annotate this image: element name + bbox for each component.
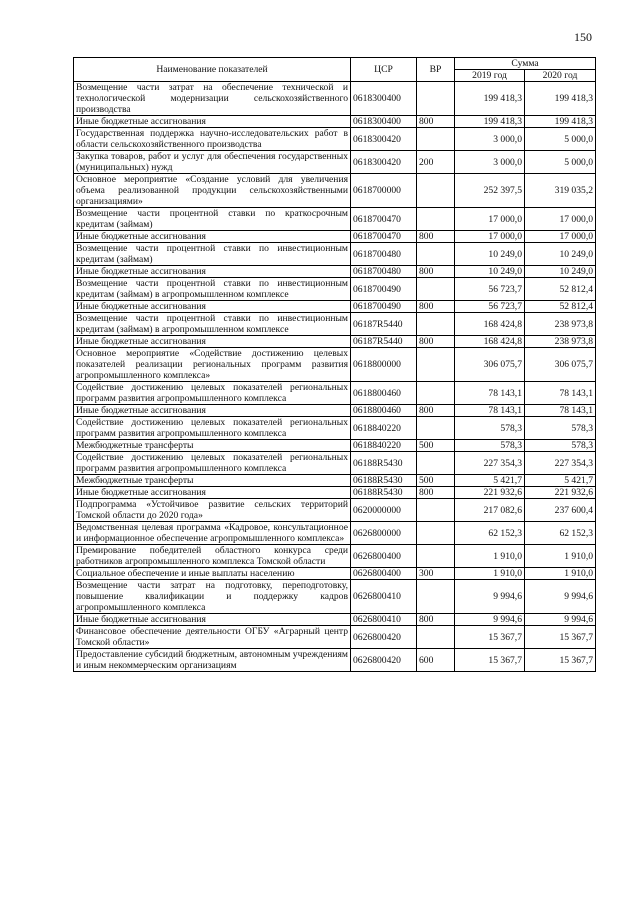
row-name-cell: Предоставление субсидий бюджетным, автономным учреждениям и иным некоммерческим организациям — [74, 649, 351, 672]
table-row — [74, 626, 596, 649]
row-csr-cell: 06188R5430 — [351, 452, 417, 475]
table-row — [74, 522, 596, 545]
row-name-cell: Премирование победителей областного конкурса среди работников агропромышленного комплекса Томской области — [74, 545, 351, 568]
row-csr-cell: 0626800420 — [351, 649, 417, 672]
table-row — [74, 545, 596, 568]
table-row — [74, 266, 596, 278]
row-csr-cell: 0618800460 — [351, 405, 417, 417]
table-row — [74, 116, 596, 128]
row-vr-cell — [417, 313, 455, 336]
row-csr-cell: 0618700000 — [351, 174, 417, 208]
row-name-cell: Иные бюджетные ассигнования — [74, 231, 351, 243]
row-sum-2019-cell: 306 075,7 — [455, 348, 525, 382]
table-row — [74, 487, 596, 499]
row-vr-cell: 600 — [417, 649, 455, 672]
row-vr-cell — [417, 545, 455, 568]
row-name-cell: Социальное обеспечение и иные выплаты населению — [74, 568, 351, 580]
row-csr-cell: 0618300420 — [351, 128, 417, 151]
row-vr-cell: 300 — [417, 568, 455, 580]
row-name-cell: Финансовое обеспечение деятельности ОГБУ «Аграрный центр Томской области» — [74, 626, 351, 649]
table-row — [74, 649, 596, 672]
row-csr-cell: 0626800400 — [351, 545, 417, 568]
row-sum-2020-cell: 199 418,3 — [525, 82, 596, 116]
page-number: 150 — [574, 30, 592, 44]
table-row — [74, 475, 596, 487]
row-vr-cell: 800 — [417, 231, 455, 243]
table-row — [74, 382, 596, 405]
row-sum-2019-cell: 3 000,0 — [455, 128, 525, 151]
row-vr-cell — [417, 278, 455, 301]
row-vr-cell: 800 — [417, 487, 455, 499]
row-vr-cell — [417, 452, 455, 475]
table-row — [74, 151, 596, 174]
table-row — [74, 348, 596, 382]
row-name-cell: Межбюджетные трансферты — [74, 475, 351, 487]
row-name-cell: Иные бюджетные ассигнования — [74, 116, 351, 128]
row-sum-2020-cell: 9 994,6 — [525, 614, 596, 626]
row-name-cell: Основное мероприятие «Содействие достижению целевых показателей реализации региональных программ развития агропромышленного комплекса» — [74, 348, 351, 382]
row-name-cell: Содействие достижению целевых показателей региональных программ развития агропромышленного комплекса — [74, 452, 351, 475]
row-sum-2019-cell: 10 249,0 — [455, 266, 525, 278]
row-csr-cell: 0626800410 — [351, 580, 417, 614]
row-name-cell: Содействие достижению целевых показателей региональных программ развития агропромышленного комплекса — [74, 417, 351, 440]
row-sum-2020-cell: 5 421,7 — [525, 475, 596, 487]
row-sum-2019-cell: 578,3 — [455, 417, 525, 440]
row-vr-cell — [417, 208, 455, 231]
row-csr-cell: 0618700490 — [351, 278, 417, 301]
row-name-cell: Возмещение части процентной ставки по инвестиционным кредитам (займам) в агропромышленном комплексе — [74, 313, 351, 336]
row-sum-2019-cell: 56 723,7 — [455, 301, 525, 313]
row-sum-2019-cell: 227 354,3 — [455, 452, 525, 475]
row-vr-cell: 500 — [417, 475, 455, 487]
row-csr-cell: 0618800460 — [351, 382, 417, 405]
row-csr-cell: 06188R5430 — [351, 487, 417, 499]
row-sum-2020-cell: 199 418,3 — [525, 116, 596, 128]
table-body — [74, 82, 596, 672]
row-vr-cell: 800 — [417, 614, 455, 626]
row-name-cell: Межбюджетные трансферты — [74, 440, 351, 452]
row-sum-2019-cell: 221 932,6 — [455, 487, 525, 499]
row-csr-cell: 0626800420 — [351, 626, 417, 649]
row-csr-cell: 06187R5440 — [351, 313, 417, 336]
table-row — [74, 278, 596, 301]
row-csr-cell: 0618700470 — [351, 208, 417, 231]
row-sum-2020-cell: 78 143,1 — [525, 382, 596, 405]
row-sum-2020-cell: 52 812,4 — [525, 278, 596, 301]
row-vr-cell: 800 — [417, 116, 455, 128]
row-sum-2020-cell: 221 932,6 — [525, 487, 596, 499]
row-name-cell: Иные бюджетные ассигнования — [74, 405, 351, 417]
table-row — [74, 417, 596, 440]
table-row — [74, 208, 596, 231]
row-name-cell: Возмещение части процентной ставки по краткосрочным кредитам (займам) — [74, 208, 351, 231]
row-vr-cell — [417, 417, 455, 440]
table-header — [74, 58, 596, 82]
row-sum-2019-cell: 168 424,8 — [455, 313, 525, 336]
row-name-cell: Возмещение части процентной ставки по инвестиционным кредитам (займам) — [74, 243, 351, 266]
row-sum-2020-cell: 238 973,8 — [525, 336, 596, 348]
row-sum-2019-cell: 56 723,7 — [455, 278, 525, 301]
row-sum-2020-cell: 5 000,0 — [525, 151, 596, 174]
table-row — [74, 82, 596, 116]
row-name-cell: Возмещение части процентной ставки по инвестиционным кредитам (займам) в агропромышленном комплексе — [74, 278, 351, 301]
row-sum-2020-cell: 237 600,4 — [525, 499, 596, 522]
table-row — [74, 301, 596, 313]
row-sum-2019-cell: 17 000,0 — [455, 231, 525, 243]
row-vr-cell — [417, 82, 455, 116]
row-vr-cell: 500 — [417, 440, 455, 452]
header-sum: Сумма — [455, 58, 596, 70]
row-vr-cell: 800 — [417, 405, 455, 417]
row-sum-2020-cell: 62 152,3 — [525, 522, 596, 545]
row-vr-cell — [417, 382, 455, 405]
row-sum-2019-cell: 252 397,5 — [455, 174, 525, 208]
row-name-cell: Содействие достижению целевых показателей региональных программ развития агропромышленного комплекса — [74, 382, 351, 405]
header-csr: ЦСР — [351, 58, 417, 82]
row-vr-cell — [417, 522, 455, 545]
row-sum-2019-cell: 9 994,6 — [455, 580, 525, 614]
row-sum-2019-cell: 1 910,0 — [455, 545, 525, 568]
row-vr-cell: 800 — [417, 266, 455, 278]
row-vr-cell — [417, 243, 455, 266]
header-vr: ВР — [417, 58, 455, 82]
row-csr-cell: 06187R5440 — [351, 336, 417, 348]
row-csr-cell: 0620000000 — [351, 499, 417, 522]
table-row — [74, 499, 596, 522]
row-sum-2020-cell: 227 354,3 — [525, 452, 596, 475]
table-row — [74, 231, 596, 243]
row-csr-cell: 0618700470 — [351, 231, 417, 243]
table-row — [74, 174, 596, 208]
row-sum-2019-cell: 78 143,1 — [455, 405, 525, 417]
row-vr-cell: 800 — [417, 336, 455, 348]
row-sum-2019-cell: 9 994,6 — [455, 614, 525, 626]
row-vr-cell — [417, 499, 455, 522]
row-sum-2020-cell: 15 367,7 — [525, 649, 596, 672]
row-name-cell: Иные бюджетные ассигнования — [74, 487, 351, 499]
row-sum-2020-cell: 5 000,0 — [525, 128, 596, 151]
row-vr-cell — [417, 348, 455, 382]
row-sum-2019-cell: 5 421,7 — [455, 475, 525, 487]
row-sum-2020-cell: 9 994,6 — [525, 580, 596, 614]
header-year-2020: 2020 год — [525, 70, 596, 82]
row-sum-2019-cell: 217 082,6 — [455, 499, 525, 522]
row-vr-cell — [417, 580, 455, 614]
row-csr-cell: 0618700490 — [351, 301, 417, 313]
row-sum-2019-cell: 1 910,0 — [455, 568, 525, 580]
table-row — [74, 580, 596, 614]
row-sum-2019-cell: 62 152,3 — [455, 522, 525, 545]
row-sum-2019-cell: 199 418,3 — [455, 116, 525, 128]
row-name-cell: Подпрограмма «Устойчивое развитие сельских территорий Томской области до 2020 года» — [74, 499, 351, 522]
row-csr-cell: 0618700480 — [351, 266, 417, 278]
table-row — [74, 336, 596, 348]
row-csr-cell: 0618300400 — [351, 82, 417, 116]
row-sum-2020-cell: 78 143,1 — [525, 405, 596, 417]
row-sum-2020-cell: 10 249,0 — [525, 243, 596, 266]
row-sum-2019-cell: 3 000,0 — [455, 151, 525, 174]
row-sum-2019-cell: 78 143,1 — [455, 382, 525, 405]
row-sum-2019-cell: 168 424,8 — [455, 336, 525, 348]
row-sum-2020-cell: 1 910,0 — [525, 545, 596, 568]
row-sum-2020-cell: 578,3 — [525, 417, 596, 440]
row-name-cell: Иные бюджетные ассигнования — [74, 614, 351, 626]
row-name-cell: Закупка товаров, работ и услуг для обеспечения государственных (муниципальных) нужд — [74, 151, 351, 174]
row-sum-2019-cell: 17 000,0 — [455, 208, 525, 231]
row-sum-2020-cell: 319 035,2 — [525, 174, 596, 208]
table-row — [74, 452, 596, 475]
row-sum-2020-cell: 52 812,4 — [525, 301, 596, 313]
row-name-cell: Государственная поддержка научно-исследовательских работ в области сельскохозяйственного производства — [74, 128, 351, 151]
row-sum-2019-cell: 10 249,0 — [455, 243, 525, 266]
table-row — [74, 313, 596, 336]
row-csr-cell: 0618800000 — [351, 348, 417, 382]
row-vr-cell — [417, 128, 455, 151]
row-sum-2020-cell: 17 000,0 — [525, 208, 596, 231]
budget-table — [73, 57, 596, 672]
row-sum-2020-cell: 1 910,0 — [525, 568, 596, 580]
table-row — [74, 243, 596, 266]
row-sum-2020-cell: 15 367,7 — [525, 626, 596, 649]
row-sum-2020-cell: 238 973,8 — [525, 313, 596, 336]
row-sum-2020-cell: 17 000,0 — [525, 231, 596, 243]
row-csr-cell: 0618300400 — [351, 116, 417, 128]
row-name-cell: Иные бюджетные ассигнования — [74, 301, 351, 313]
row-name-cell: Ведомственная целевая программа «Кадровое, консультационное и информационное обеспечение агропромышленного комплекса» — [74, 522, 351, 545]
row-sum-2020-cell: 578,3 — [525, 440, 596, 452]
table-row — [74, 568, 596, 580]
row-sum-2020-cell: 306 075,7 — [525, 348, 596, 382]
header-year-2019: 2019 год — [455, 70, 525, 82]
row-sum-2019-cell: 199 418,3 — [455, 82, 525, 116]
row-csr-cell: 0626800410 — [351, 614, 417, 626]
row-vr-cell: 800 — [417, 301, 455, 313]
row-name-cell: Основное мероприятие «Создание условий для увеличения объема реализованной продукции сельскохозяйственными организациями» — [74, 174, 351, 208]
row-sum-2019-cell: 578,3 — [455, 440, 525, 452]
row-csr-cell: 0618840220 — [351, 440, 417, 452]
row-csr-cell: 0618700480 — [351, 243, 417, 266]
row-vr-cell: 200 — [417, 151, 455, 174]
row-name-cell: Возмещение части затрат на обеспечение технической и технологической модернизации сельскохозяйственного производства — [74, 82, 351, 116]
row-csr-cell: 06188R5430 — [351, 475, 417, 487]
row-name-cell: Иные бюджетные ассигнования — [74, 336, 351, 348]
table-row — [74, 614, 596, 626]
table-row — [74, 440, 596, 452]
row-csr-cell: 0626800000 — [351, 522, 417, 545]
row-csr-cell: 0626800400 — [351, 568, 417, 580]
table-row — [74, 128, 596, 151]
row-csr-cell: 0618840220 — [351, 417, 417, 440]
row-vr-cell — [417, 174, 455, 208]
row-sum-2019-cell: 15 367,7 — [455, 649, 525, 672]
row-csr-cell: 0618300420 — [351, 151, 417, 174]
row-sum-2019-cell: 15 367,7 — [455, 626, 525, 649]
row-vr-cell — [417, 626, 455, 649]
table-row — [74, 405, 596, 417]
row-name-cell: Возмещение части затрат на подготовку, переподготовку, повышение квалификации и поддержку кадров агропромышленного комплекса — [74, 580, 351, 614]
row-sum-2020-cell: 10 249,0 — [525, 266, 596, 278]
header-name: Наименование показателей — [74, 58, 351, 82]
row-name-cell: Иные бюджетные ассигнования — [74, 266, 351, 278]
